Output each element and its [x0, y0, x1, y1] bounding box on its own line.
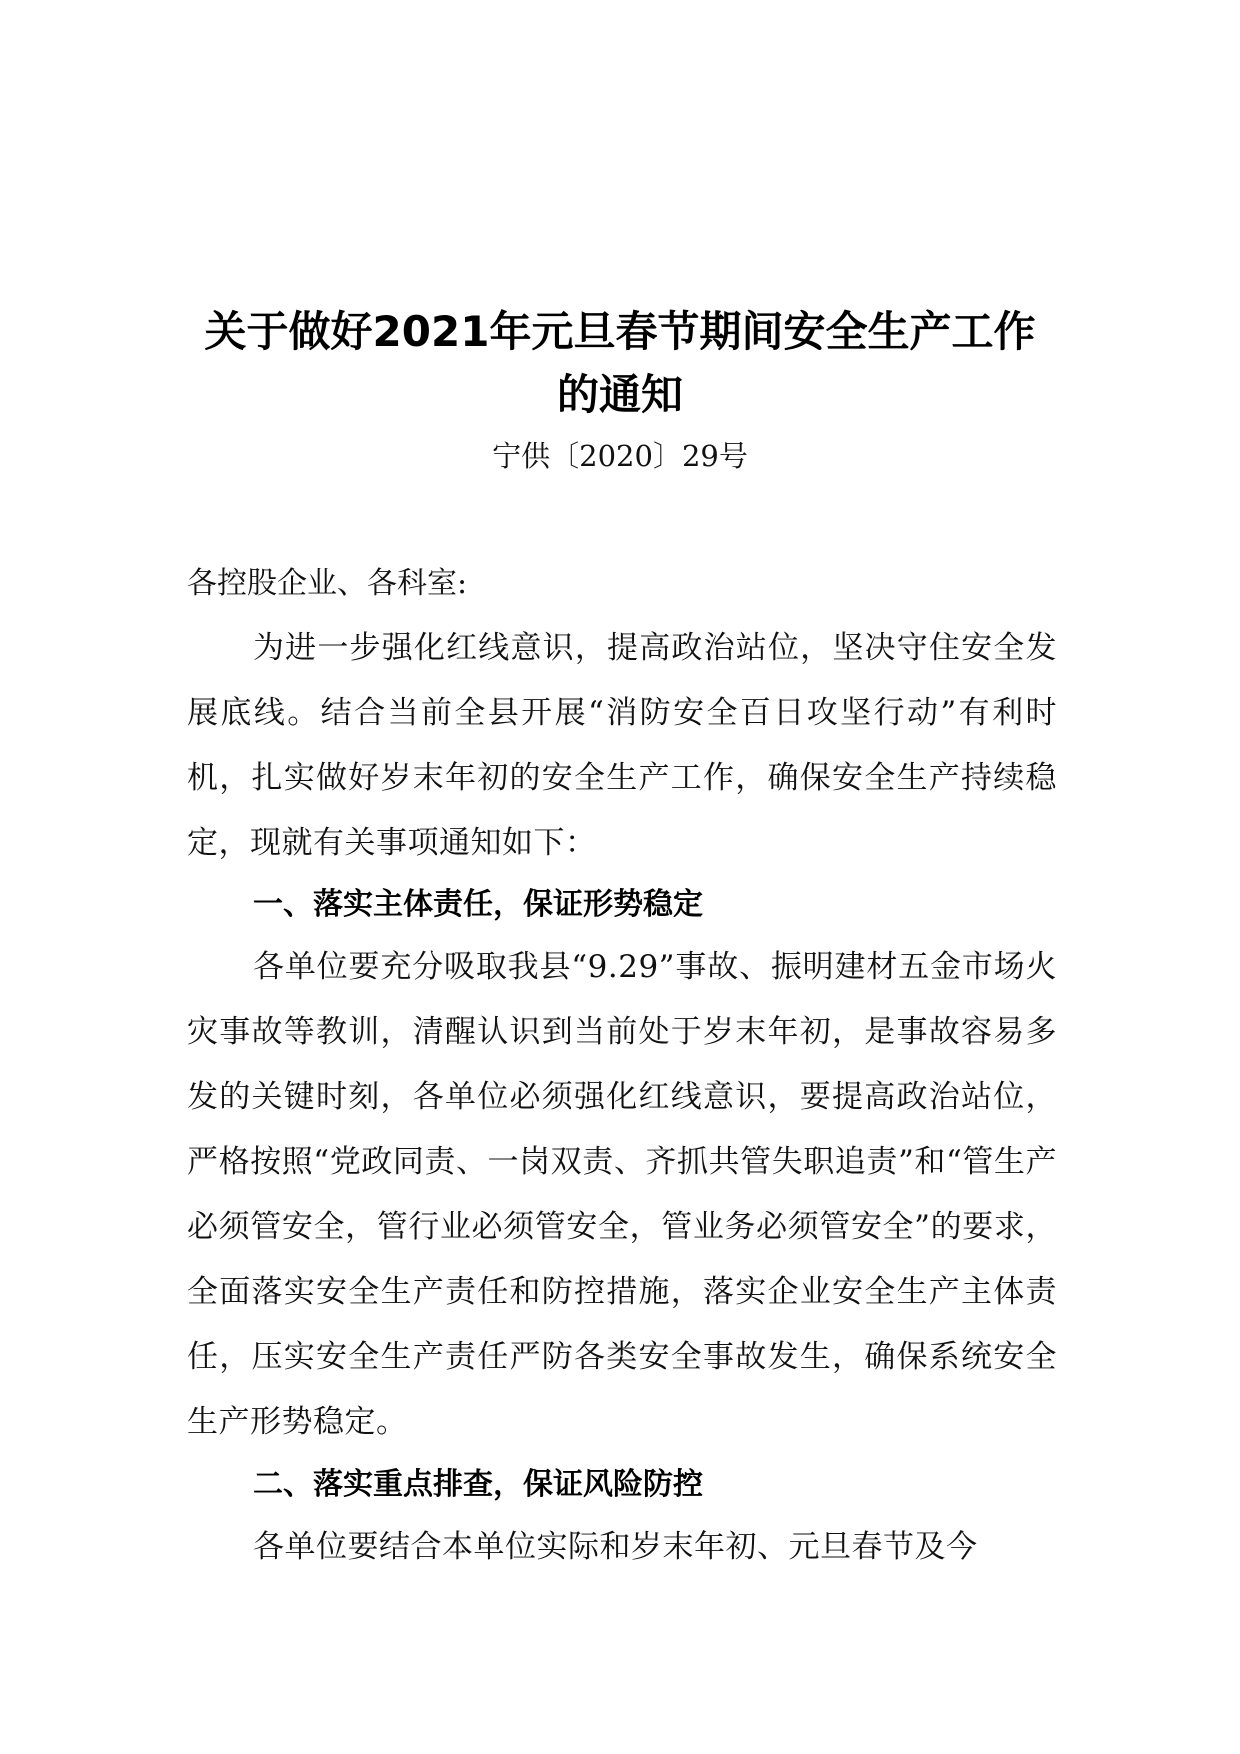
- paragraph-intro: 为进一步强化红线意识，提高政治站位，坚决守住安全发展底线。结合当前全县开展“消防安全百日攻坚行动”有利时机，扎实做好岁末年初的安全生产工作，确保安全生产持续稳定，现就有关事项通知如下：: [187, 630, 1057, 861]
- section-heading-2: 二、落实重点排查，保证风险防控: [253, 1467, 703, 1502]
- document-number: 宁供〔2020〕29号: [492, 439, 748, 473]
- paragraph-section-2: 各单位要结合本单位实际和岁末年初、元旦春节及今: [253, 1529, 978, 1565]
- document-title: 关于做好2021年元旦春节期间安全生产工作的通知: [204, 307, 1036, 419]
- section-heading-1: 一、落实主体责任，保证形势稳定: [253, 887, 703, 922]
- addressee: 各控股企业、各科室:: [187, 566, 468, 601]
- paragraph-section-1: 各单位要充分吸取我县“9.29”事故、振明建材五金市场火灾事故等教训，清醒认识到当前处于岁末年初，是事故容易多发的关键时刻，各单位必须强化红线意识，要提高政治站位，严格按照“党政同责、一岗双责、齐抓共管失职追责”和“管生产必须管安全，管行业必须管安全，管业务必须管安全”的要求，全面落实安全生产责任和防控措施，落实企业安全生产主体责任，压实安全生产责任严防各类安全事故发生，确保系统安全生产形势稳定。: [187, 949, 1057, 1440]
